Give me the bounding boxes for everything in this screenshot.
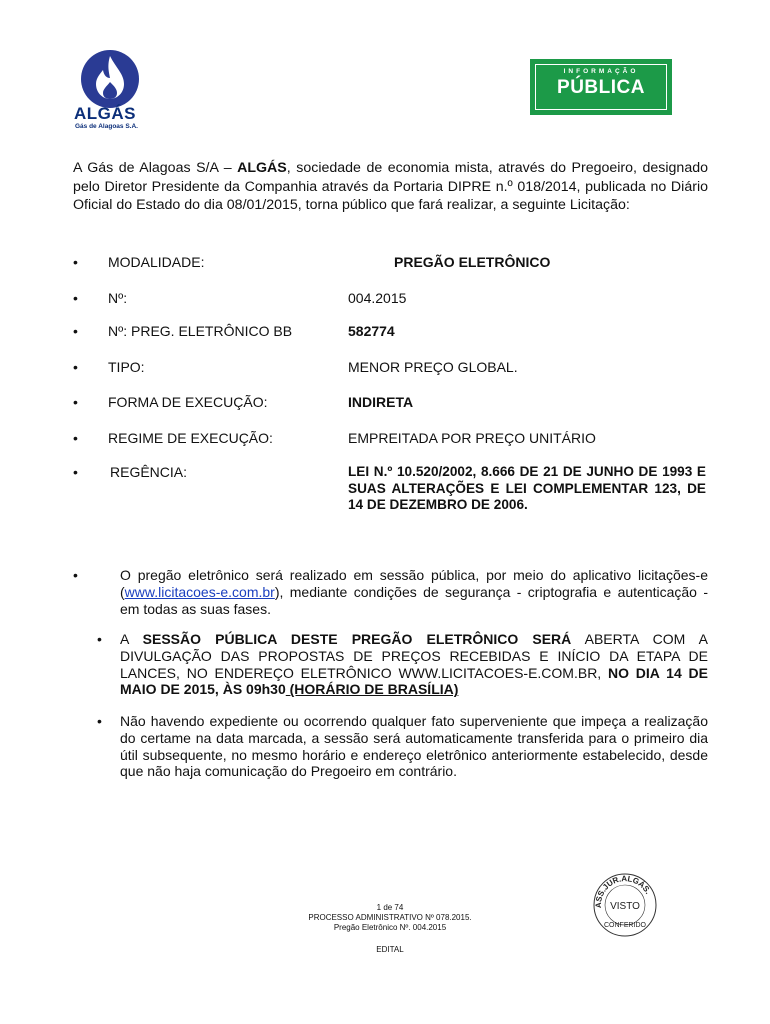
opening-text-1: A [120,631,143,647]
opening-time-zone: (HORÁRIO DE BRASÍLIA) [285,681,459,698]
opening-bold-1: SESSÃO PÚBLICA DESTE PREGÃO ELETRÔNICO SERÁ [142,631,572,647]
item-value: EMPREITADA POR PREÇO UNITÁRIO [348,430,596,446]
footer-doc: EDITAL [376,945,404,954]
stamp-conferido: CONFERIDO [604,922,646,929]
item-value: 582774 [348,323,395,339]
bullet: • [73,290,78,306]
bullet: • [73,567,78,583]
intro-text-1: A Gás de Alagoas S/A – [73,160,238,176]
session-paragraph [120,567,708,617]
item-value: PREGÃO ELETRÔNICO [394,254,551,270]
item-value: 004.2015 [348,290,407,306]
badge-main-text: PÚBLICA [557,77,645,98]
legal-stamp-icon [592,872,658,938]
item-value: INDIRETA [348,394,414,410]
intro-paragraph [73,159,708,215]
item-value: MENOR PREÇO GLOBAL. [348,359,518,375]
no-business-paragraph: Não havendo expediente ou ocorrendo qualquer fato superveniente que impeça a realização do certame na data marcada, a sessão será automaticamente transferida para o primeiro dia útil subsequente, no mesmo horário e endereço eletrônico anteriormente estabelecido, desde que não haja comunicação do Pregoeiro em contrário. [120,713,708,780]
licitacoes-link[interactable]: www.licitacoes-e.com.br [124,583,275,600]
item-label: Nº: [108,290,128,306]
item-label: MODALIDADE: [108,254,205,270]
opening-text-2: ABERTA COM A DIVULGAÇÃO DAS PROPOSTAS DE PREÇOS RECEBIDAS E INÍCIO DA ETAPA DE LANCES, NO ENDEREÇO ELETRÔNICO WWW.LICITACOES-E.COM.BR, [120,631,708,681]
footer-process: PROCESSO ADMINISTRATIVO Nº 078.2015. [308,913,472,922]
public-information-badge [530,59,672,115]
item-label: REGÊNCIA: [110,464,188,480]
logo-subtitle: Gás de Alagoas S.A. [75,123,138,130]
bullet: • [73,323,78,339]
bullet: • [97,713,102,729]
item-label: TIPO: [108,359,145,375]
stamp-visto: VISTO [610,901,640,912]
logo-name: ALGÁS [74,104,136,123]
bullet: • [73,254,78,270]
bullet: • [73,464,78,480]
bullet: • [97,631,102,647]
bullet: • [73,394,78,410]
opening-date: NO DIA 14 DE MAIO DE 2015, ÀS 09h30 [120,664,708,698]
item-label: REGIME DE EXECUÇÃO: [108,430,273,446]
footer-page-number: 1 de 74 [376,903,404,912]
session-text-1: O pregão eletrônico será realizado em sessão pública, por meio do aplicativo licitações-e ( [120,567,708,600]
bullet: • [73,430,78,446]
intro-text-2: , sociedade de economia mista, através do Pregoeiro, designado pelo Diretor Presidente da Companhia através da Portaria DIPRE n.º 018/2014, publicada no Diário Oficial do Estado do dia 08/01/2015, torna público que fará realizar, a seguinte Licitação: [73,160,708,213]
item-value: LEI N.º 10.520/2002, 8.666 DE 21 DE JUNHO DE 1993 E SUAS ALTERAÇÕES E LEI COMPLEMENTAR 123, DE 14 DE DEZEMBRO DE 2006. [348,464,706,512]
badge-top-text: INFORMAÇÃO [563,68,639,75]
item-label: FORMA DE EXECUÇÃO: [108,394,268,410]
intro-company: ALGÁS [237,160,287,176]
bullet: • [73,359,78,375]
item-label: Nº: PREG. ELETRÔNICO BB [108,323,293,339]
footer-pregao: Pregão Eletrônico Nº. 004.2015 [333,923,447,932]
session-text-2: ), mediante condições de segurança - criptografia e autenticação - em todas as suas fases. [120,583,708,617]
opening-paragraph [120,631,708,698]
stamp-ring-text: ASS.JUR.ALGÁS. [593,874,653,909]
